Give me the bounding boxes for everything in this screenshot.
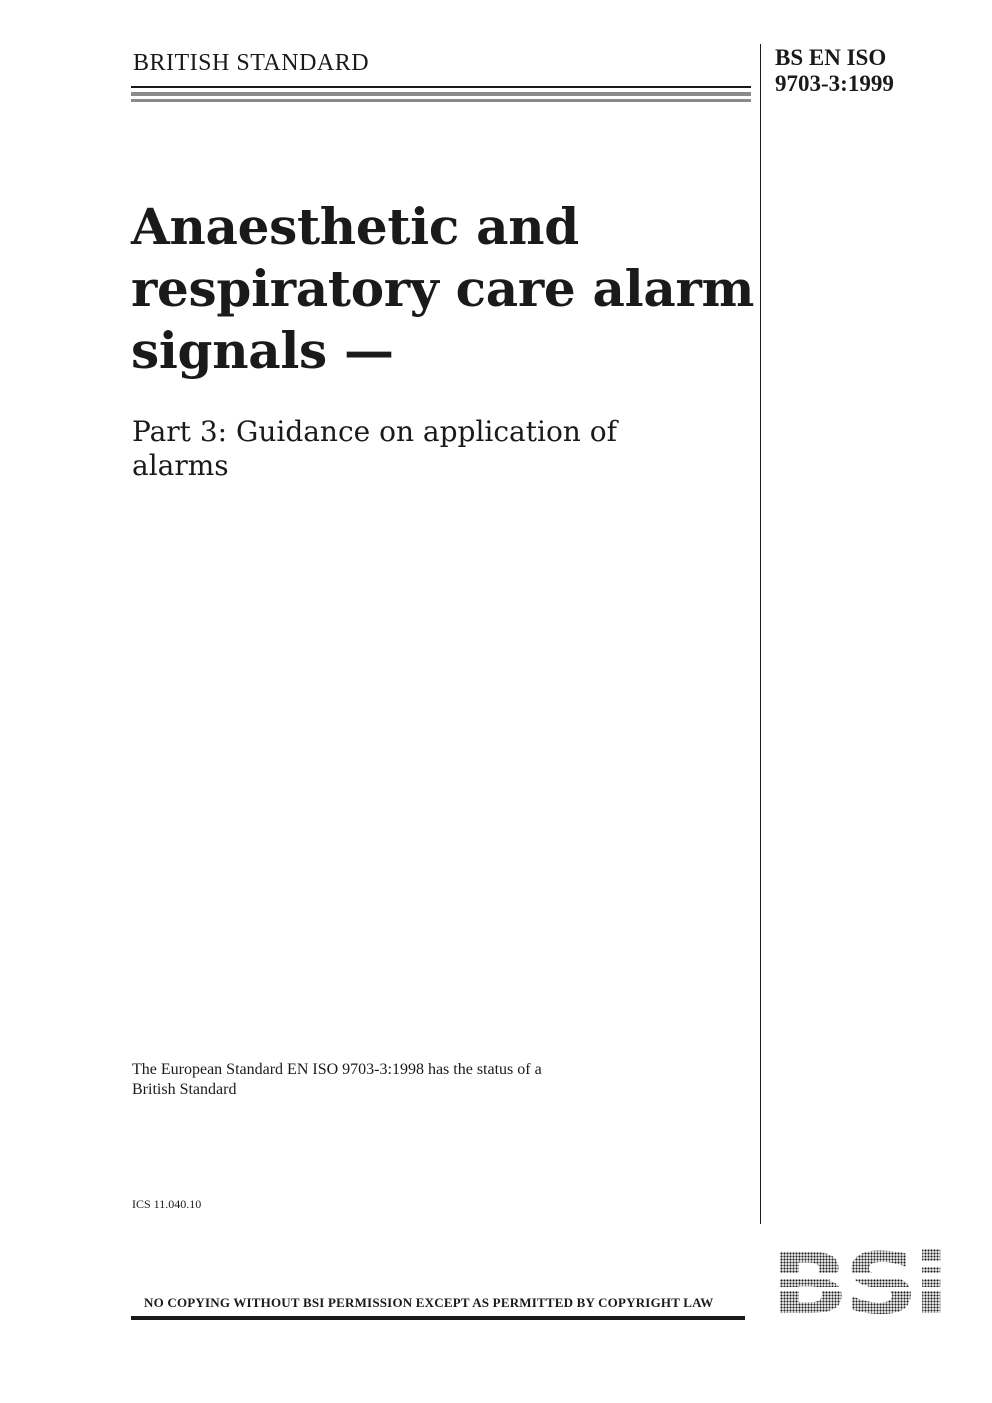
- bsi-logo: [768, 1243, 946, 1321]
- title-line-2: respiratory care alarm: [131, 259, 755, 318]
- copyright-notice: NO COPYING WITHOUT BSI PERMISSION EXCEPT AS PERMITTED BY COPYRIGHT LAW: [144, 1295, 714, 1310]
- title-line-1: Anaesthetic and: [131, 197, 579, 256]
- footer-rule: [131, 1316, 745, 1320]
- status-note-line-1: The European Standard EN ISO 9703-3:1998 has the status of a: [132, 1061, 542, 1078]
- part-title-line-2: alarms: [132, 449, 229, 482]
- vertical-divider: [760, 44, 761, 1224]
- standard-number-line-1: BS EN ISO: [775, 45, 887, 70]
- status-note-line-2: British Standard: [132, 1081, 237, 1098]
- header-rule-grey-2: [131, 99, 751, 102]
- header-rule-grey: [131, 92, 751, 96]
- part-title: [132, 415, 742, 483]
- series-label: BRITISH STANDARD: [133, 50, 370, 76]
- standard-number: [775, 45, 894, 97]
- standard-number-line-2: 9703-3:1999: [775, 71, 894, 96]
- header-rule: [131, 86, 751, 88]
- ics-code: ICS 11.040.10: [132, 1197, 202, 1211]
- status-note: [132, 1060, 692, 1100]
- title-line-3: signals —: [131, 321, 394, 380]
- document-title: [131, 196, 755, 382]
- part-title-line-1: Part 3: Guidance on application of: [132, 415, 617, 448]
